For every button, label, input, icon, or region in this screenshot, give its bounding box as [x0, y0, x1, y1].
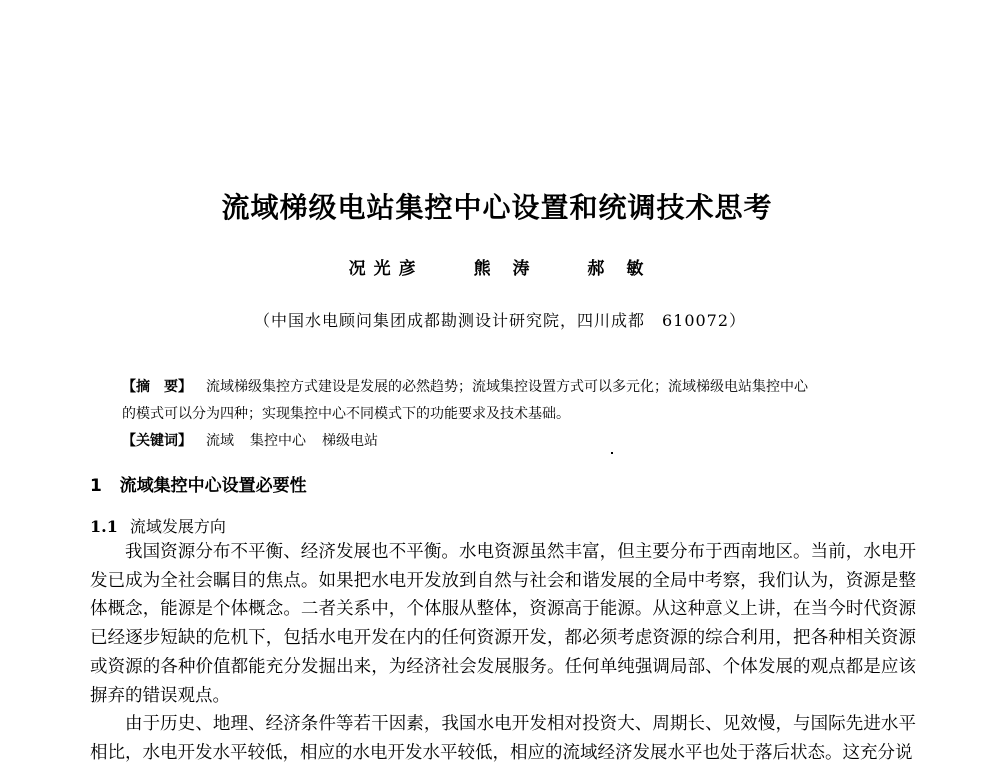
abstract-text-continued: 的模式可以分为四种；实现集控中心不同模式下的功能要求及技术基础。: [122, 406, 570, 422]
paragraph: 由于历史、地理、经济条件等若干因素，我国水电开发相对投资大、周期长、见效慢，与国际先进水平相比，水电开发水平较低，相应的水电开发水平较低，相应的流域经济发展水平也处于落后状态。这充分说: [90, 714, 916, 763]
keyword: 集控中心: [250, 433, 306, 449]
subsection-number: 1.1: [90, 517, 118, 536]
subsection-heading: [90, 514, 226, 537]
abstract-label: 【摘 要】: [122, 379, 192, 395]
author: 况光彦: [348, 259, 424, 279]
paragraph: 我国资源分布不平衡、经济发展也不平衡。水电资源虽然丰富，但主要分布于西南地区。当前，水电开发已成为全社会瞩目的焦点。如果把水电开发放到自然与社会和谐发展的全局中考察，我们认为，资源是整体概念，能源是个体概念。二者关系中，个体服从整体，资源高于能源。从这种意义上讲，在当今时代资源已经逐步短缺的危机下，包括水电开发在内的任何资源开发，都必须考虑资源的综合利用，把各种相关资源或资源的各种价值都能充分发掘出来，为经济社会发展服务。任何单纯强调局部、个体发展的观点都是应该摒弃的错误观点。: [90, 542, 916, 706]
author: 熊 涛: [473, 259, 538, 279]
section-heading: [90, 471, 307, 496]
section-number: 1: [90, 476, 102, 496]
author: 郝 敏: [587, 259, 652, 279]
keywords: [122, 430, 394, 450]
keyword: 流域: [206, 433, 234, 449]
affiliation: （中国水电顾问集团成都勘测设计研究院，四川成都 610072）: [253, 311, 747, 330]
subsection-title: 流域发展方向: [129, 517, 226, 536]
keywords-label: 【关键词】: [122, 433, 192, 449]
body-text: [90, 538, 916, 768]
paper-title: 流域梯级电站集控中心设置和统调技术思考: [221, 191, 773, 224]
abstract-text: 流域梯级集控方式建设是发展的必然趋势；流域集控设置方式可以多元化；流域梯级电站集控中心: [206, 379, 808, 395]
abstract: [122, 376, 808, 396]
keyword: 梯级电站: [322, 433, 378, 449]
section-title: 流域集控中心设置必要性: [119, 476, 307, 496]
scan-speck: [611, 452, 613, 454]
author-list: [0, 254, 1000, 279]
